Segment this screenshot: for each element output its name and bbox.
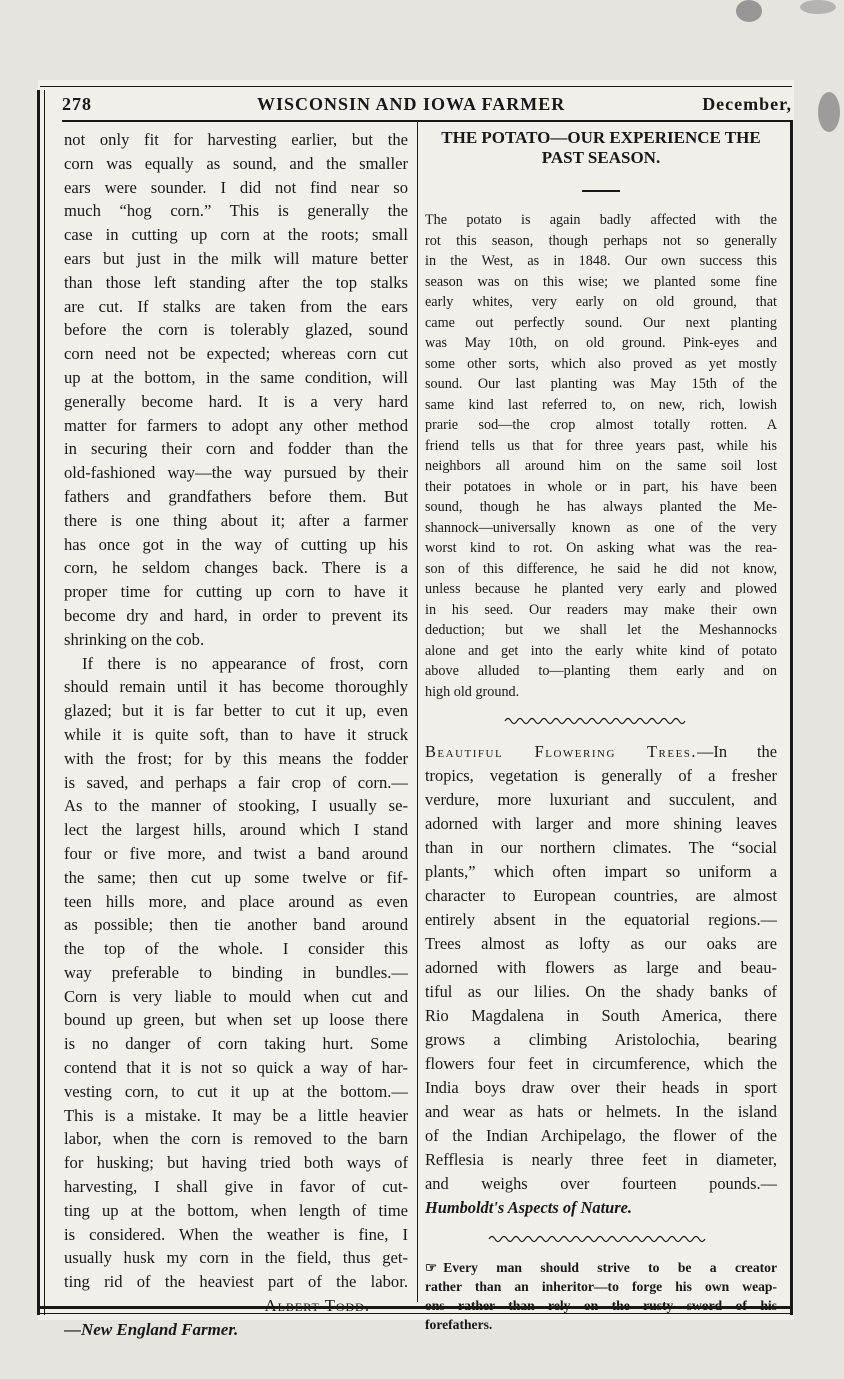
- text-line: are cut. If stalks are taken from the ears: [64, 296, 408, 316]
- text-line: Corn is very liable to mould when cut and: [64, 986, 408, 1006]
- text-line: ears were sounder. I did not find near so: [64, 177, 408, 197]
- text-line: ting up at the bottom, when length of time: [64, 1200, 408, 1220]
- text-line: some other sorts, which also proved as yet mostly: [425, 355, 777, 372]
- ink-blot: [818, 92, 840, 132]
- text-line: grows a climbing Aristolochia, bearing: [425, 1030, 777, 1049]
- text-line: Rio Magdalena in South America, there: [425, 1006, 777, 1025]
- text-line: character to European countries, are almost: [425, 886, 777, 905]
- text-line: there is one thing about it; after a farmer: [64, 510, 408, 530]
- text-line: generally become hard. It is a very hard: [64, 391, 408, 411]
- text-line: adorned with larger and more shining leaves: [425, 814, 777, 833]
- text-line: The potato is again badly affected with the: [425, 212, 777, 228]
- text-line: four or five more, and twist a band around: [64, 843, 408, 863]
- text-line: This is a mistake. It may be a little heavier: [64, 1105, 408, 1125]
- text-line: matter for farmers to adopt any other method: [64, 415, 408, 435]
- text-line: shannock—universally known as one of the very: [425, 519, 777, 536]
- trees-article-body: [425, 764, 777, 1196]
- text-line: way preferable to binding in bundles.—: [64, 962, 408, 982]
- notice-line: rather than an inheritor—to forge his own weap-: [425, 1279, 777, 1294]
- notice-line: ons rather than rely on the rusty sword of his: [425, 1298, 777, 1313]
- author-signature: Albert Todd.: [264, 1296, 370, 1316]
- text-line: and wear as hats or helmets. In the island: [425, 1102, 777, 1121]
- text-line: rot this season, though perhaps not so generally: [425, 232, 777, 249]
- text-line: plants,” which often impart so uniform a: [425, 862, 777, 881]
- text-line: old-fashioned way—the way pursued by their: [64, 463, 408, 483]
- article-title-line-1: THE POTATO—OUR EXPERIENCE THE: [441, 128, 761, 147]
- publication-title: WISCONSIN AND IOWA FARMER: [257, 94, 566, 114]
- text-line: If there is no appearance of frost, corn: [82, 653, 408, 673]
- text-line: vesting corn, to cut it up at the bottom.—: [64, 1081, 408, 1101]
- border-right: [790, 120, 793, 1315]
- text-line: in his seed. Our readers may make their own: [425, 601, 777, 618]
- trees-attribution: Humboldt's Aspects of Nature.: [425, 1198, 633, 1217]
- text-line: verdure, more luxuriant and succulent, and: [425, 790, 777, 809]
- column-divider: [417, 122, 418, 1302]
- text-line: sound. Our last planting was May 15th of the: [425, 376, 777, 392]
- text-line: lect the largest hills, around which I stand: [64, 820, 408, 840]
- text-line: entirely absent in the equatorial regions.—: [425, 910, 777, 929]
- notice-line: [425, 1258, 777, 1277]
- text-line: bound up green, but when set up loose there: [64, 1010, 408, 1030]
- text-line: unless because he planted very early and plowed: [425, 581, 777, 597]
- border-left-inner: [44, 90, 45, 1315]
- text-line: and weighs over fourteen pounds.—: [425, 1174, 777, 1193]
- text-line: usually husk my corn in the field, thus get-: [64, 1248, 408, 1268]
- trees-heading-line: [425, 740, 777, 764]
- trees-heading: Beautiful Flowering Trees.: [425, 742, 698, 761]
- text-line: adorned with flowers as large and beau-: [425, 958, 777, 977]
- text-line: son of this difference, he said he did not know,: [425, 560, 777, 577]
- text-line: As to the manner of stooking, I usually se-: [64, 796, 408, 816]
- text-line: sound, though he has always planted the Me-: [425, 499, 777, 515]
- wavy-separator: [425, 712, 777, 730]
- title-rule: [582, 190, 620, 192]
- text-line: teen hills more, and place around as even: [64, 891, 408, 911]
- text-line: same kind last referred to, on new, rich, lowish: [425, 396, 777, 413]
- text-line: prarie sod—the crop almost totally rotten. A: [425, 417, 777, 433]
- page-number: 278: [62, 94, 92, 114]
- text-line: season was on this wise; we planted some fine: [425, 273, 777, 290]
- text-line: with the frost; for by this means the fodder: [64, 748, 408, 768]
- text-line: not only fit for harvesting earlier, but the: [64, 130, 408, 149]
- text-line: the same; then cut up some twelve or fif-: [64, 867, 408, 887]
- text-line: than those left standing after the top stalks: [64, 272, 408, 292]
- text-line: contend that it is not so quick a way of har-: [64, 1058, 408, 1078]
- text-line: much “hog corn.” This is generally the: [64, 201, 408, 221]
- wavy-separator: [425, 1230, 777, 1248]
- text-line: their potatoes in whole or in part, his have been: [425, 478, 777, 495]
- text-line: Refflesia is nearly three feet in diameter,: [425, 1150, 777, 1169]
- article-title-line-2: PAST SEASON.: [541, 148, 661, 167]
- issue-month: December,: [702, 94, 792, 114]
- right-column: [425, 128, 777, 1334]
- text-line: ting rid of the heaviest part of the labor.: [64, 1272, 408, 1292]
- text-line: in securing their corn and fodder than the: [64, 439, 408, 459]
- text-line: flowers four feet in circumference, which the: [425, 1054, 777, 1073]
- text-line: deduction; but we shall let the Meshannocks: [425, 622, 777, 638]
- text-line: in the West, as in 1848. Our own success this: [425, 253, 777, 269]
- text-line: labor, when the corn is removed to the barn: [64, 1129, 408, 1149]
- text-line: is considered. When the weather is fine, I: [64, 1224, 408, 1244]
- text-line: worst kind to rot. On asking what was the rea-: [425, 540, 777, 556]
- text-line: fathers and grandfathers before them. But: [64, 486, 408, 506]
- running-header: [62, 94, 792, 118]
- notice-body: [425, 1258, 777, 1334]
- text-line: become dry and hard, in order to prevent its: [64, 605, 408, 625]
- text-line: corn need not be expected; whereas corn cut: [64, 344, 408, 364]
- text-line: early whites, very early on old ground, that: [425, 294, 777, 310]
- text-line: proper time for cutting up corn to have it: [64, 582, 408, 602]
- text-line: corn was equally as sound, and the smaller: [64, 153, 408, 173]
- text-line: corn, he seldom changes back. There is a: [64, 558, 408, 578]
- text-line: while it is quite soft, than to have it struck: [64, 724, 408, 744]
- text-line: high old ground.: [425, 683, 520, 700]
- text-line: tropics, vegetation is generally of a fresher: [425, 766, 777, 785]
- border-top: [40, 86, 792, 87]
- text-line: before the corn is tolerably glazed, sound: [64, 320, 408, 340]
- text-line: alone and get into the early white kind of potato: [425, 642, 777, 659]
- ink-blot: [736, 0, 762, 22]
- text-line: of the Indian Archipelago, the flower of the: [425, 1126, 777, 1145]
- text-line: shrinking on the cob.: [64, 629, 205, 649]
- text-line: neighbors all around him on the same soil lost: [425, 458, 777, 474]
- notice-line: forefathers.: [425, 1317, 493, 1332]
- text-line: came out perfectly sound. Our next planting: [425, 314, 777, 331]
- text-line: than in our northern climates. The “social: [425, 838, 777, 857]
- left-column: [64, 128, 408, 1342]
- text-line: harvesting, I shall give in favor of cut-: [64, 1177, 408, 1197]
- text-line: up at the bottom, in the same condition, will: [64, 367, 408, 387]
- header-rule: [62, 120, 792, 122]
- text-line: India boys draw over their heads in sport: [425, 1078, 777, 1097]
- text-line: is saved, and perhaps a fair crop of corn.—: [64, 772, 408, 792]
- text-line: glazed; but it is far better to cut it up, even: [64, 701, 408, 721]
- potato-article-body: [425, 210, 777, 702]
- source-credit: —New England Farmer.: [64, 1319, 239, 1339]
- text-line: tiful as our lilies. On the shady banks of: [425, 982, 777, 1001]
- text-line: is no danger of corn taking hurt. Some: [64, 1034, 408, 1054]
- notice-text: Every man should strive to be a creator: [443, 1260, 777, 1275]
- text-line: friend tells us that for three years past, while his: [425, 437, 777, 454]
- pointing-hand-icon: ☞: [425, 1260, 438, 1275]
- trees-heading-dash: —In the: [697, 742, 777, 761]
- ink-blot: [800, 0, 836, 14]
- text-line: the top of the whole. I consider this: [64, 939, 408, 959]
- text-line: should remain until it has become thoroughly: [64, 677, 408, 697]
- text-line: ears but just in the milk will mature better: [64, 248, 408, 268]
- text-line: Trees almost as lofty as our oaks are: [425, 934, 777, 953]
- text-line: was May 10th, on old ground. Pink-eyes and: [425, 335, 777, 351]
- text-line: has once got in the way of cutting up his: [64, 534, 408, 554]
- corn-article-body: [64, 128, 408, 1294]
- text-line: for husking; but having tried both ways of: [64, 1153, 408, 1173]
- text-line: case in cutting up corn at the roots; small: [64, 225, 408, 245]
- border-left: [37, 90, 40, 1315]
- text-line: as possible; then tie another band around: [64, 915, 408, 935]
- text-line: above alluded to—planting them early and on: [425, 663, 777, 679]
